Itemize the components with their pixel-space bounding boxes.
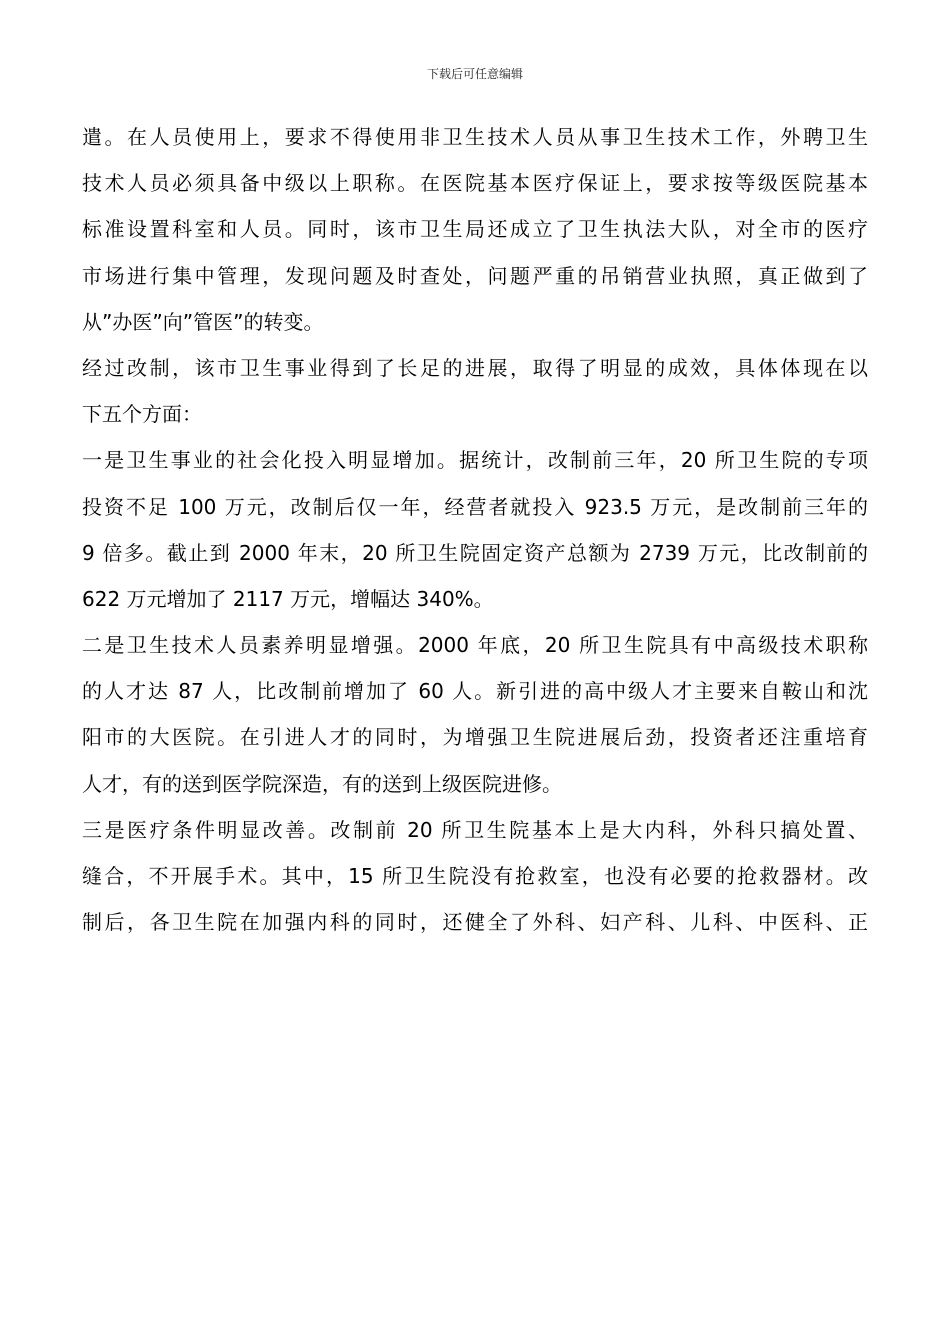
text-line: 从”办医”向”管医”的转变。	[82, 309, 324, 334]
text-line: 经过改制，该市卫生事业得到了长足的进展，取得了明显的成效，具体体现在以	[82, 355, 868, 380]
text-line: 制后，各卫生院在加强内科的同时，还健全了外科、妇产科、儿科、中医科、正	[82, 910, 868, 935]
text-line: 市场进行集中管理，发现问题及时查处，问题严重的吊销营业执照，真正做到了	[82, 263, 868, 288]
text-line: 标准设置科室和人员。同时，该市卫生局还成立了卫生执法大队，对全市的医疗	[82, 217, 868, 242]
text-line: 投资不足 100 万元，改制后仅一年，经营者就投入 923.5 万元，是改制前三年的	[82, 494, 868, 519]
text-line: 遣。在人员使用上，要求不得使用非卫生技术人员从事卫生技术工作，外聘卫生	[82, 125, 868, 149]
text-line: 的人才达 87 人，比改制前增加了 60 人。新引进的高中级人才主要来自鞍山和沈	[82, 679, 868, 704]
text-line: 9 倍多。截止到 2000 年末，20 所卫生院固定资产总额为 2739 万元，比改制前的	[82, 540, 868, 565]
text-line: 三是医疗条件明显改善。改制前 20 所卫生院基本上是大内科，外科只搞处置、	[82, 817, 868, 842]
text-line: 阳市的大医院。在引进人才的同时，为增强卫生院进展后劲，投资者还注重培育	[82, 725, 868, 750]
text-line: 下五个方面：	[82, 402, 202, 427]
text-line: 技术人员必须具备中级以上职称。在医院基本医疗保证上，要求按等级医院基本	[82, 171, 868, 196]
text-line: 一是卫生事业的社会化投入明显增加。据统计，改制前三年，20 所卫生院的专项	[82, 448, 868, 473]
text-line: 缝合，不开展手术。其中，15 所卫生院没有抢救室，也没有必要的抢救器材。改	[82, 864, 868, 888]
text-line: 二是卫生技术人员素养明显增强。2000 年底，20 所卫生院具有中高级技术职称	[82, 633, 868, 658]
text-line: 人才，有的送到医学院深造，有的送到上级医院进修。	[82, 771, 562, 796]
text-line: 622 万元增加了 2117 万元，增幅达 340%。	[82, 586, 494, 611]
page-header: 下载后可任意编辑	[426, 67, 523, 81]
body-text	[82, 114, 868, 945]
